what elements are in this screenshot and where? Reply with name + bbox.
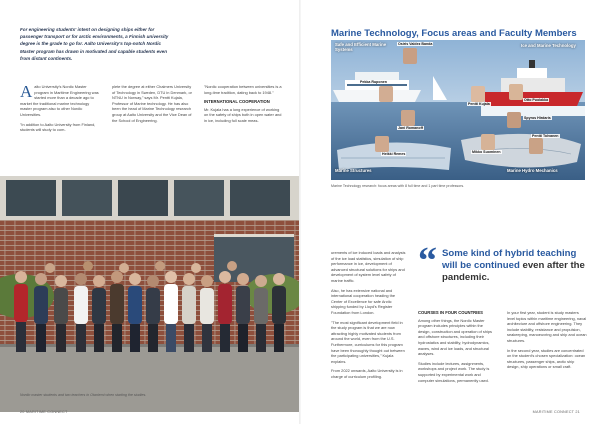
name-otto: Otto Puolakka <box>524 98 549 102</box>
section-heading-courses: COURSES IN FOUR COUNTRIES <box>418 310 483 315</box>
right-col1-para1: urements of ice induced loads and analysis of the ice load statistics, simulation of ship performance in ice, development of advanced structural solutions for ships and development of system level safety of marine traffic. <box>331 250 406 283</box>
group-photo <box>0 176 299 412</box>
intro-lede: For engineering students' intent on designing ships either for passenger transport or for arctic environments, a Finnish university degree is the grade to go for. Aalto University's top-notch Nordic Master program has drawn in motivated and capable students even from distant continents. <box>20 27 169 61</box>
right-col1-para3: "The most significant development field in the study program is that we are now attracting highly motivated students from around the world, even from the U.S. Furthermore, curriculums for this program have been thoroughly thought out between the participating universities," Kujala explains. <box>331 319 405 364</box>
label-marine-hydro: Marine Hydro Mechanics <box>507 168 558 173</box>
name-osiris: Osiris Valdez Banda <box>398 42 433 46</box>
name-kurki: Pekka Ruponen <box>360 80 387 84</box>
right-column-1 <box>331 250 407 383</box>
portrait-kujala <box>471 86 485 102</box>
page-folio-right: MARITIME CONNECT 21 <box>532 410 580 414</box>
portrait-tolvanen <box>529 138 543 154</box>
figure-caption: Marine Technology research: focus areas with 8 full time and 1 part time professors. <box>331 184 465 188</box>
name-kujala: Pentti Kujala <box>468 102 490 106</box>
portrait-spyros <box>507 112 521 128</box>
portrait-kurki <box>379 86 393 102</box>
name-jani: Jani Romanoff <box>398 126 423 130</box>
left-col1-para1: alto University's Nordic Master program in Maritime Engineering was started more than a decade ago to market the traditional marine technology master program also to other Nordic Universities. <box>20 84 99 117</box>
name-tolvanen: Pentti Tolvanen <box>532 134 559 138</box>
quote-mark-icon: “ <box>418 240 437 282</box>
left-column-3 <box>204 84 284 128</box>
label-safe-efficient: Safe and Efficient Marine Systems <box>335 42 387 52</box>
pull-quote-dark: even after the pandemic. <box>442 260 585 283</box>
right-col2-para2: Studies include lectures, assignments, workshops and project work. The study is supported by experimental work and computer simulations, permanently used. <box>418 360 490 383</box>
page-folio-left: 20 MARITIME CONNECT <box>20 410 68 414</box>
focus-areas-illustration <box>331 40 585 180</box>
pull-quote-blue: Some kind of hybrid teaching will be continued <box>442 248 577 271</box>
right-col2-para1: Among other things, the Nordic Master program includes principles within the design, construction and operation of ships and offshore structures, including their hydrostatics and stability, hydrodynamics, waves, wind and ice loads, and structural analyses. <box>418 317 492 357</box>
name-mikko: Mikko Suominen <box>472 150 501 154</box>
pull-quote-text <box>442 248 588 284</box>
right-col1-para2: Also, he has extensive national and international cooperation heading the Center of Excellence for safe Arctic shipping funded by Lloyd's Register Foundation from London. <box>331 287 396 315</box>
label-ice-marine: Ice and Marine Technology <box>521 43 576 48</box>
left-column-1 <box>20 84 100 137</box>
left-col3-para2: Mr. Kujala has a long experience of working on the safety of ships both in open water and in ice, including full scale meas- <box>204 106 282 123</box>
name-spyros: Spyros Hirdaris <box>524 116 551 120</box>
portrait-otto <box>509 84 523 100</box>
pull-quote <box>418 240 588 284</box>
group-photo-image <box>0 176 299 412</box>
focus-areas-figure <box>331 40 585 180</box>
drop-cap: A <box>20 82 33 101</box>
right-column-3 <box>507 310 587 374</box>
label-marine-structures: Marine Structures <box>335 168 372 173</box>
photo-caption: Nordic master students and two teachers in Otaniemi when starting the studies. <box>20 393 147 397</box>
portrait-osiris <box>403 48 417 64</box>
portrait-mikko <box>481 134 495 150</box>
page-gutter <box>299 0 301 424</box>
section-heading-international: INTERNATIONAL COOPERATION <box>204 99 270 105</box>
right-col3-para1: In your first year, student is study masters level topics within maritime engineering, naval architecture and offshore engineering. They include stability, resistance and propulsion, seakeeping, manoeuvring and ship and ocean structures. <box>507 310 587 343</box>
name-heikki: Heikki Remes <box>382 152 406 156</box>
left-col3-para1: "Nordic cooperation between universities is a long-time tradition, dating back to 1948." <box>204 84 282 95</box>
portrait-jani <box>401 110 415 126</box>
figure-title: Marine Technology, Focus areas and Faculty Members <box>331 28 577 39</box>
right-column-2 <box>418 310 496 387</box>
left-column-2 <box>112 84 192 127</box>
left-col2-para1: plete the degree at either Chalmers University of Technology in Sweden, DTU in Denmark, or NTNU in Norway," says Mr. Pentti Kujala, Professor of Marine technology. He has also been the head of Marine Technology research group at Aalto University and the Vice Dean of the School of Engineering. <box>112 84 192 123</box>
right-col1-para4: From 2022 onwards, Aalto University is in charge of curriculum profiling. <box>331 368 403 379</box>
portrait-heikki <box>375 136 389 152</box>
left-col1-para2: "In addition to Aalto University from Finland, students will study to com- <box>20 121 96 133</box>
right-col3-para2: In the second year, studies are concentrated on the student's chosen specialization: ocean structures, passenger ships, arctic ship design, ship operations or small craft. <box>507 347 586 370</box>
